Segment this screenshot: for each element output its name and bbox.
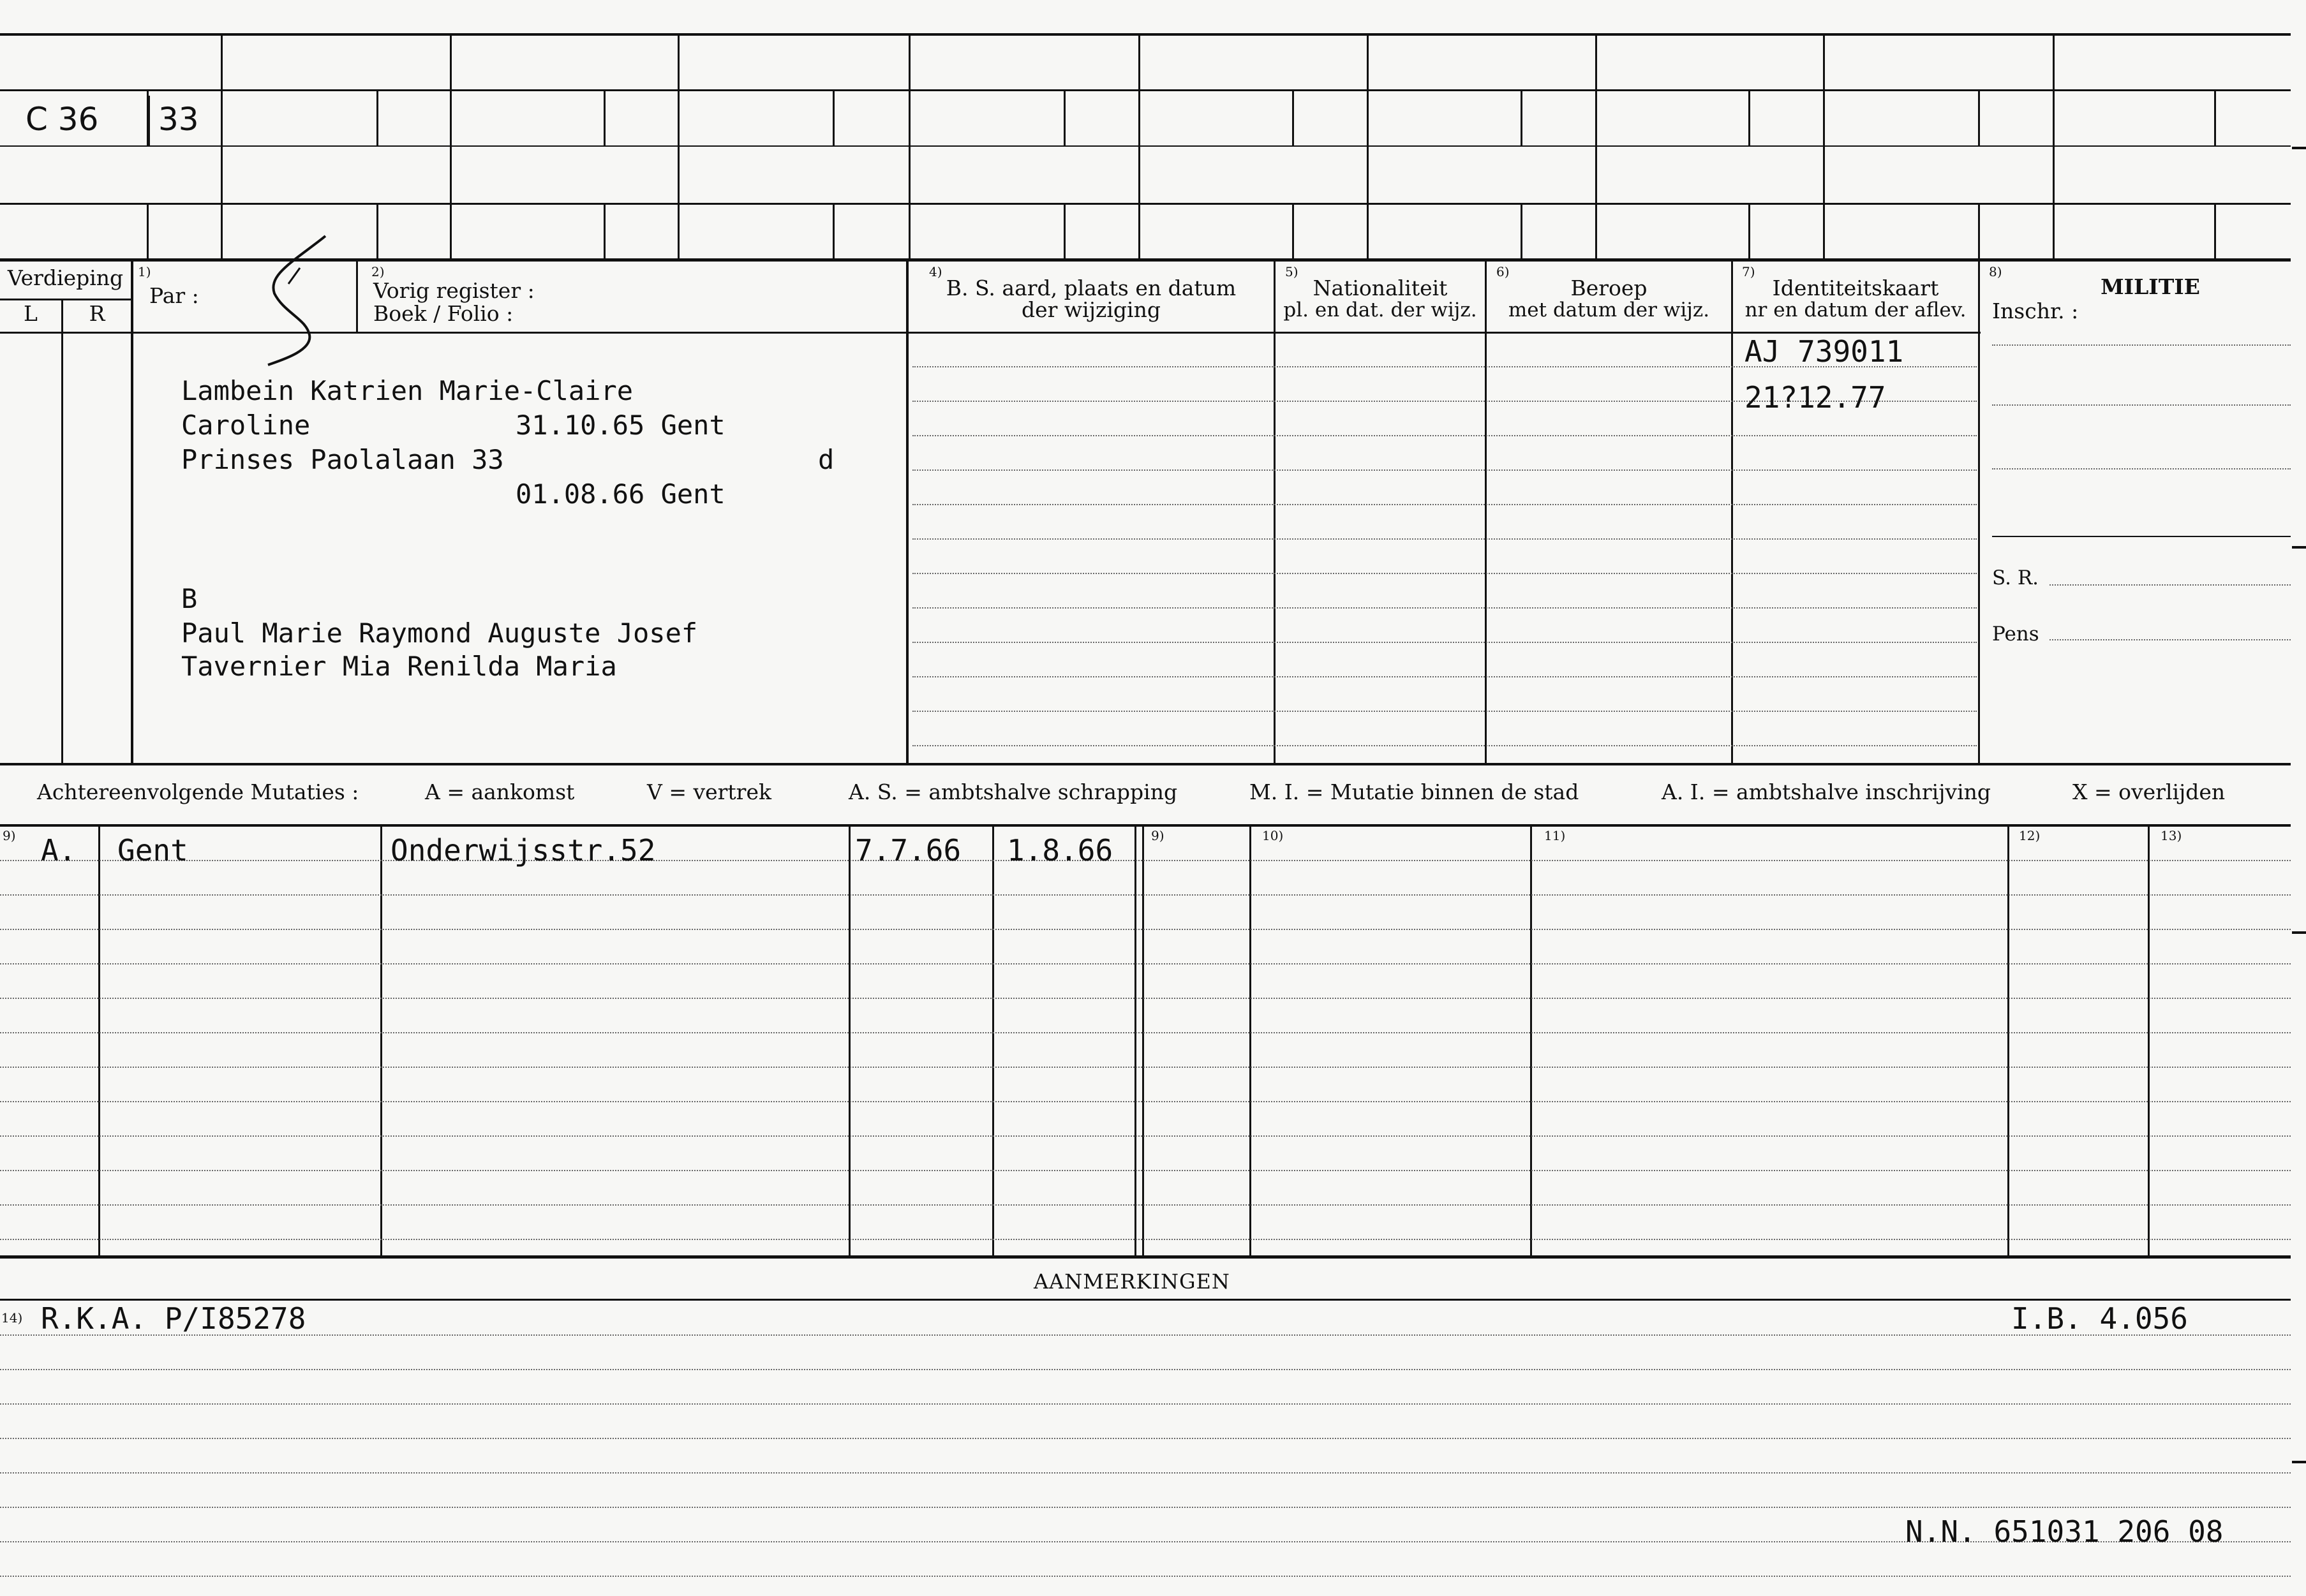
writing-line <box>0 1472 2291 1474</box>
legend-x: X = overlijden <box>2072 780 2226 804</box>
mutation-date-1: 7.7.66 <box>855 833 962 868</box>
beroep-line1: Beroep <box>1570 276 1648 300</box>
person-b-mark: B <box>181 583 198 614</box>
person-line2-name: Caroline <box>181 410 311 441</box>
writing-line <box>912 642 1977 643</box>
remarks-nn: N.N. 651031 206 08 <box>1905 1514 2224 1549</box>
writing-line <box>0 1101 2291 1102</box>
writing-line <box>0 894 2291 896</box>
person-father: Paul Marie Raymond Auguste Josef <box>181 617 698 649</box>
legend-a: A = aankomst <box>425 780 575 804</box>
writing-line <box>0 963 2291 964</box>
person-line3-mark: d <box>818 444 835 475</box>
writing-line <box>0 1438 2291 1439</box>
legend-as: A. S. = ambtshalve schrapping <box>849 780 1178 804</box>
mut-num-11: 11) <box>1544 828 1566 843</box>
militie-title: MILITIE <box>2101 274 2200 299</box>
mutations-title: Achtereenvolgende Mutaties : <box>37 780 359 804</box>
writing-line <box>912 469 1977 471</box>
bs-num: 4) <box>929 264 942 279</box>
verdieping-r: R <box>89 301 105 326</box>
writing-line <box>912 435 1977 436</box>
remarks-rka: R.K.A. P/I85278 <box>41 1301 306 1336</box>
writing-line <box>912 538 1977 540</box>
person-line2-date: 31.10.65 Gent <box>516 410 725 441</box>
person-mother: Tavernier Mia Renilda Maria <box>181 651 617 682</box>
writing-line <box>0 1507 2291 1508</box>
mut-num-10: 10) <box>1262 828 1284 843</box>
vorig-line2: Boek / Folio : <box>373 301 514 326</box>
writing-line <box>0 998 2291 999</box>
handwritten-mark <box>255 223 345 370</box>
writing-line <box>912 573 1977 574</box>
writing-line <box>0 1403 2291 1405</box>
writing-line <box>0 1170 2291 1171</box>
writing-line <box>0 1334 2291 1336</box>
writing-line <box>0 1204 2291 1206</box>
person-line1: Lambein Katrien Marie-Claire <box>181 375 634 406</box>
writing-line <box>0 1135 2291 1137</box>
remarks-num: 14) <box>1 1310 23 1326</box>
nat-num: 5) <box>1285 264 1298 279</box>
mutation-city: Gent <box>117 833 188 868</box>
writing-line <box>912 711 1977 712</box>
vorig-num: 2) <box>371 264 385 279</box>
mut-num-13: 13) <box>2161 828 2182 843</box>
writing-line <box>912 676 1977 677</box>
id-card-date: 21?12.77 <box>1744 380 1886 415</box>
mutation-street: Onderwijsstr.52 <box>391 833 656 868</box>
writing-line <box>0 1067 2291 1068</box>
mutation-date-2: 1.8.66 <box>1007 833 1113 868</box>
bs-line2: der wijziging <box>1022 297 1161 322</box>
beroep-num: 6) <box>1496 264 1510 279</box>
militie-inschr: Inschr. : <box>1992 299 2079 323</box>
id-num: 7) <box>1742 264 1755 279</box>
par-num: 1) <box>138 264 151 279</box>
writing-line <box>0 1369 2291 1370</box>
legend-ai: A. I. = ambtshalve inschrijving <box>1662 780 1991 804</box>
remarks-ib: I.B. 4.056 <box>2011 1301 2188 1336</box>
bs-line1: B. S. aard, plaats en datum <box>946 276 1237 300</box>
person-line4-date: 01.08.66 Gent <box>516 478 725 510</box>
verdieping-l: L <box>24 301 38 326</box>
id-line1: Identiteitskaart <box>1772 276 1939 300</box>
writing-line <box>0 1032 2291 1033</box>
writing-line <box>912 745 1977 746</box>
beroep-line2: met datum der wijz. <box>1508 299 1710 321</box>
legend-mi: M. I. = Mutatie binnen de stad <box>1249 780 1579 804</box>
nat-line1: Nationaliteit <box>1313 276 1448 300</box>
writing-line <box>0 1576 2291 1577</box>
par-label: Par : <box>149 283 199 308</box>
writing-line <box>0 1239 2291 1240</box>
writing-line <box>912 504 1977 505</box>
remarks-title: AANMERKINGEN <box>1034 1269 1230 1294</box>
nat-line2: pl. en dat. der wijz. <box>1283 299 1477 321</box>
person-line3-address: Prinses Paolalaan 33 <box>181 444 504 475</box>
card-code-1: C 36 <box>26 101 99 138</box>
mut-num-9: 9) <box>3 828 16 843</box>
mut-num-12: 12) <box>2019 828 2041 843</box>
militie-num: 8) <box>1989 264 2002 279</box>
militie-pens: Pens <box>1992 623 2039 646</box>
militie-sr: S. R. <box>1992 566 2039 589</box>
writing-line <box>0 929 2291 930</box>
verdieping-label: Verdieping <box>7 265 124 290</box>
id-line2: nr en datum der aflev. <box>1744 299 1967 321</box>
writing-line <box>912 607 1977 609</box>
legend-v: V = vertrek <box>647 780 771 804</box>
mutation-type: A. <box>41 833 77 868</box>
card-code-2: 33 <box>158 101 199 138</box>
mut-num-9b: 9) <box>1151 828 1164 843</box>
id-card-number: AJ 739011 <box>1744 334 1904 369</box>
vorig-line1: Vorig register : <box>373 278 535 303</box>
writing-line <box>0 860 2291 861</box>
